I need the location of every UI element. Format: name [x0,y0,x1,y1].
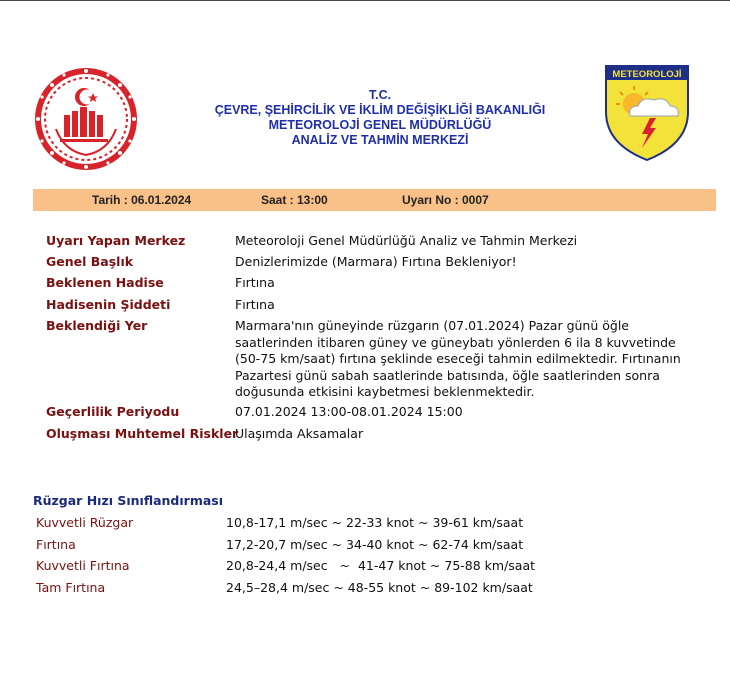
detail-label: Geçerlilik Periyodu [46,404,180,419]
header-line-directorate: METEOROLOJİ GENEL MÜDÜRLÜĞÜ [268,118,492,132]
detail-label: Hadisenin Şiddeti [46,297,171,312]
classification-name: Kuvvetli Rüzgar [36,515,134,530]
info-date: Tarih : 06.01.2024 [92,193,192,207]
detail-value: Fırtına [235,275,275,290]
detail-label: Beklendiği Yer [46,318,148,333]
ministry-seal-emblem [34,67,138,171]
classification-value: 20,8-24,4 m/sec ~ 41-47 knot ~ 75-88 km/saat [226,558,536,573]
detail-value: Denizlerimizde (Marmara) Fırtına Bekleniyor! [235,254,517,269]
header-line-center: ANALİZ VE TAHMİN MERKEZİ [291,133,469,147]
classification-name: Fırtına [36,537,76,552]
detail-value: Marmara'nın güneyinde rüzgarın (07.01.2024) Pazar günü öğle saatlerinden itibaren güney ve güneybatı yönlerden 6 ila 8 kuvvetinde (50-75 km/saat) fırtına şeklinde eseceği tahmin edilmektedir. Fırtınanın Pazartesi günü sabah saatlerinde batısında, öğle saatlerinden sonra doğusunda etkisini kaybetmesi beklenmektedir. [235,318,681,399]
detail-label: Oluşması Muhtemel Riskler [46,426,239,441]
detail-label: Beklenen Hadise [46,275,164,290]
classification-value: 17,2-20,7 m/sec ~ 34-40 knot ~ 62-74 km/saat [226,537,524,552]
top-border-line [0,0,730,1]
header-line-ministry: ÇEVRE, ŞEHİRCİLİK VE İKLİM DEĞİŞİKLİĞİ BAKANLIĞI [214,103,546,117]
classification-value: 24,5–28,4 m/sec ~ 48-55 knot ~ 89-102 km/saat [226,580,533,595]
detail-value: 07.01.2024 13:00-08.01.2024 15:00 [235,404,463,419]
header-line-tc: T.C. [368,88,392,102]
detail-label: Genel Başlık [46,254,134,269]
classification-value: 10,8-17,1 m/sec ~ 22-33 knot ~ 39-61 km/saat [226,515,524,530]
classification-name: Kuvvetli Fırtına [36,558,130,573]
logo-text: METEOROLOJİ [612,69,682,80]
detail-value: Fırtına [235,297,275,312]
classification-name: Tam Fırtına [36,580,106,595]
info-bar [33,189,716,211]
classification-title: Rüzgar Hızı Sınıflandırması [33,493,224,508]
detail-value: Meteoroloji Genel Müdürlüğü Analiz ve Tahmin Merkezi [235,233,578,248]
ministry-header [160,88,600,148]
meteoroloji-logo [604,64,690,162]
info-time: Saat : 13:00 [261,193,328,207]
detail-label: Uyarı Yapan Merkez [46,233,186,248]
info-warning-number: Uyarı No : 0007 [402,193,489,207]
detail-value: Ulaşımda Aksamalar [235,426,364,441]
